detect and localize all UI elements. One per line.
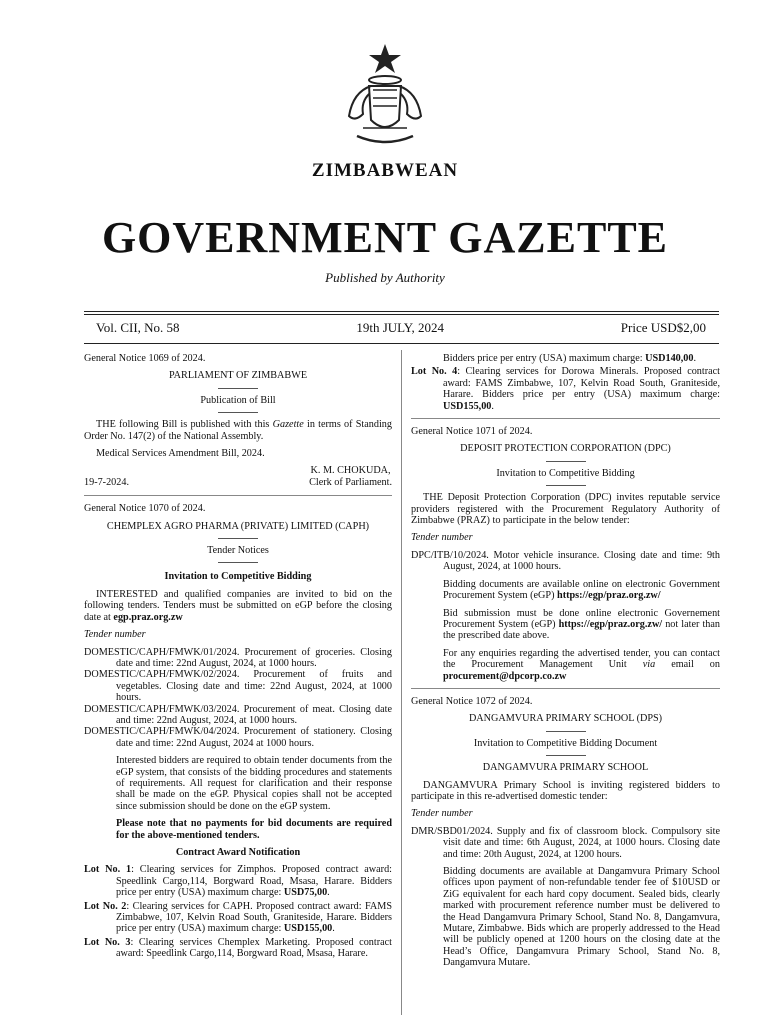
tender-item: DPC/ITB/10/2024. Motor vehicle insurance. Closing date and time: 9th August, 2024, at 1000 hours. (411, 549, 720, 573)
notice-subtitle: Publication of Bill (200, 394, 276, 406)
signatory-name: K. M. CHOKUDA, (310, 465, 391, 477)
short-rule (218, 412, 258, 413)
signature-block (84, 465, 392, 488)
notice-separator (411, 688, 720, 689)
notice-org: DEPOSIT PROTECTION CORPORATION (DPC) (460, 443, 671, 455)
short-rule (546, 755, 586, 756)
tender-label: Tender number (411, 532, 473, 544)
issue-date: 19th JULY, 2024 (356, 320, 444, 335)
notice-heading: General Notice 1071 of 2024. (411, 426, 533, 438)
tender-item: DOMESTIC/CAPH/FMWK/01/2024. Procurement of groceries. Closing date and time: 22nd August, 2024, at 1000 hours. (84, 646, 392, 669)
notice-separator (84, 495, 392, 496)
notice-heading: General Notice 1070 of 2024. (84, 503, 206, 515)
tender-instructions: Interested bidders are required to obtain tender documents from the eGP system, that consists of the bidding procedures and statements of requirements. All request for clarification and their response shall be made on the eGP. Physical copies shall not be accepted since submission should be done on the eGP system. (116, 755, 392, 812)
notice-heading: General Notice 1069 of 2024. (84, 353, 206, 364)
tender-item: DOMESTIC/CAPH/FMWK/03/2024. Procurement of meat. Closing date and time: 22nd August, 2024, at 1000 hours. (84, 703, 392, 726)
short-rule (546, 461, 586, 462)
bid-submission: Bid submission must be done online electronic Governement Procurement System (eGP) https://egp/praz.org.zw/ not later than the prescribed date above. (443, 607, 720, 642)
notice-body: THE following Bill is published with this Gazette in terms of Standing Order No. 147(2) of the National Assembly. (84, 419, 392, 442)
issue-price: Price USD$2,00 (620, 320, 706, 335)
notice-date: 19-7-2024. (84, 476, 129, 488)
bidding-documents: Bidding documents are available online on electronic Government Procurement System (eGP) https://egp/praz.org.zw/ (443, 578, 720, 602)
gazette-title: GOVERNMENT GAZETTE (101, 213, 669, 262)
top-rule-thin (84, 314, 719, 315)
notice-subtitle: Invitation to Competitive Bidding Document (473, 737, 658, 749)
tender-item: DOMESTIC/CAPH/FMWK/02/2024. Procurement of fruits and vegetables. Closing date and time: 22nd August, 2024, at 1000 hours. (84, 669, 392, 704)
short-rule (546, 485, 586, 486)
lot-item: Lot No. 4: Clearing services for Dorowa Minerals. Proposed contract award: FAMS Zimbabwe, 107, Kelvin Road South, Graniteside, Harare. Bidders price per entry (USA) maximum charge: USD155,00. (411, 366, 720, 412)
coat-of-arms-icon (335, 42, 435, 154)
section-title: Invitation to Competitive Bidding (164, 571, 312, 583)
notice-org: PARLIAMENT OF ZIMBABWE (168, 370, 308, 382)
country-heading: ZIMBABWEAN (311, 160, 459, 181)
section-title: Contract Award Notification (175, 847, 301, 858)
tender-details: Bidding documents are available at Dangamvura Primary School offices upon payment of non-refundable tender fee of $10USD or ZiG equivalent for each hard copy document. Sealed bids, clearly marked with procurement reference number must be delivered to the Head Dangamvura Primary School, Stand No. 8, Dangamvura, Mutare, Zimbabwe. Bids which are properly addressed to the Head will be publicly opened at 1200 hours on the closing date at the Head’s Office, Dangamvura Primary School, Stand No. 8, Dangamvura Mutare. (443, 866, 720, 969)
bill-name: Medical Services Amendment Bill, 2024. (96, 448, 265, 460)
enquiries: For any enquiries regarding the advertised tender, you can contact the Procurement Management Unit via email on procurement@dpcorp.co.zw (443, 647, 720, 682)
lot-item: Lot No. 2: Clearing services for CAPH. Proposed contract award: FAMS Zimbabwe, 107, Kelvin Road South, Graniteside, Harare. Bidders price per entry (USA) maximum charge: USD155,00. (84, 900, 393, 935)
notice-body: INTERESTED and qualified companies are invited to bid on the following tenders. Tenders must be submitted on eGP before the closing date at egp.praz.org.zw (84, 588, 392, 623)
notice-body: DANGAMVURA Primary School is inviting registered bidders to participate in this re-advertised domestic tender: (411, 779, 720, 802)
info-rule (84, 343, 719, 344)
issue-info-row (96, 320, 706, 336)
published-by: Published by Authority (325, 270, 445, 285)
lot-item: Lot No. 3: Clearing services Chemplex Marketing. Proposed contract award: Speedlink Cargo,114, Borgward Road, Msasa, Harare. (84, 936, 392, 960)
volume-number: Vol. CII, No. 58 (96, 320, 180, 335)
left-column (84, 353, 392, 960)
tender-label: Tender number (84, 629, 146, 641)
notice-body: THE Deposit Protection Corporation (DPC) invites reputable service providers registered with the Procurement Regulatory Authority of Zimbabwe (PRAZ) to participate in the below tender: (411, 492, 720, 527)
notice-subtitle: Tender Notices (207, 545, 269, 557)
tender-label: Tender number (411, 808, 473, 820)
lot-item: Lot No. 1: Clearing services for Zimphos. Proposed contract award: Speedlink Cargo,114, Borgward Road, Msasa, Harare. Bidders price per entry (USA) maximum charge: USD75,00. (84, 864, 392, 899)
short-rule (546, 731, 586, 732)
notice-org: DANGAMVURA PRIMARY SCHOOL (DPS) (468, 713, 663, 725)
notice-subtitle: Invitation to Competitive Bidding (496, 467, 635, 479)
school-name: DANGAMVURA PRIMARY SCHOOL (482, 762, 649, 774)
column-divider (401, 350, 402, 1015)
lot-item-continued: Bidders price per entry (USA) maximum charge: USD140,00. (443, 353, 697, 364)
right-column (411, 353, 720, 975)
short-rule (218, 388, 258, 389)
short-rule (218, 538, 258, 539)
tender-item: DOMESTIC/CAPH/FMWK/04/2024. Procurement of stationery. Closing date and time: 22nd August, 2024 at 1000 hours. (84, 726, 392, 749)
notice-heading: General Notice 1072 of 2024. (411, 695, 533, 707)
payment-warning: Please note that no payments for bid documents are required for the above-mentioned tenders. (116, 818, 392, 841)
notice-separator (411, 418, 720, 419)
short-rule (218, 562, 258, 563)
notice-org: CHEMPLEX AGRO PHARMA (PRIVATE) LIMITED (CAPH) (106, 520, 370, 532)
signatory-title: Clerk of Parliament. (309, 476, 392, 488)
tender-item: DMR/SBD01/2024. Supply and fix of classroom block. Compulsory site visit date and time: 6th August, 2024, at 1000 hours. Closing date and time: 20th August, 2024, at 1200 hours. (411, 825, 720, 860)
top-rule (84, 311, 719, 312)
